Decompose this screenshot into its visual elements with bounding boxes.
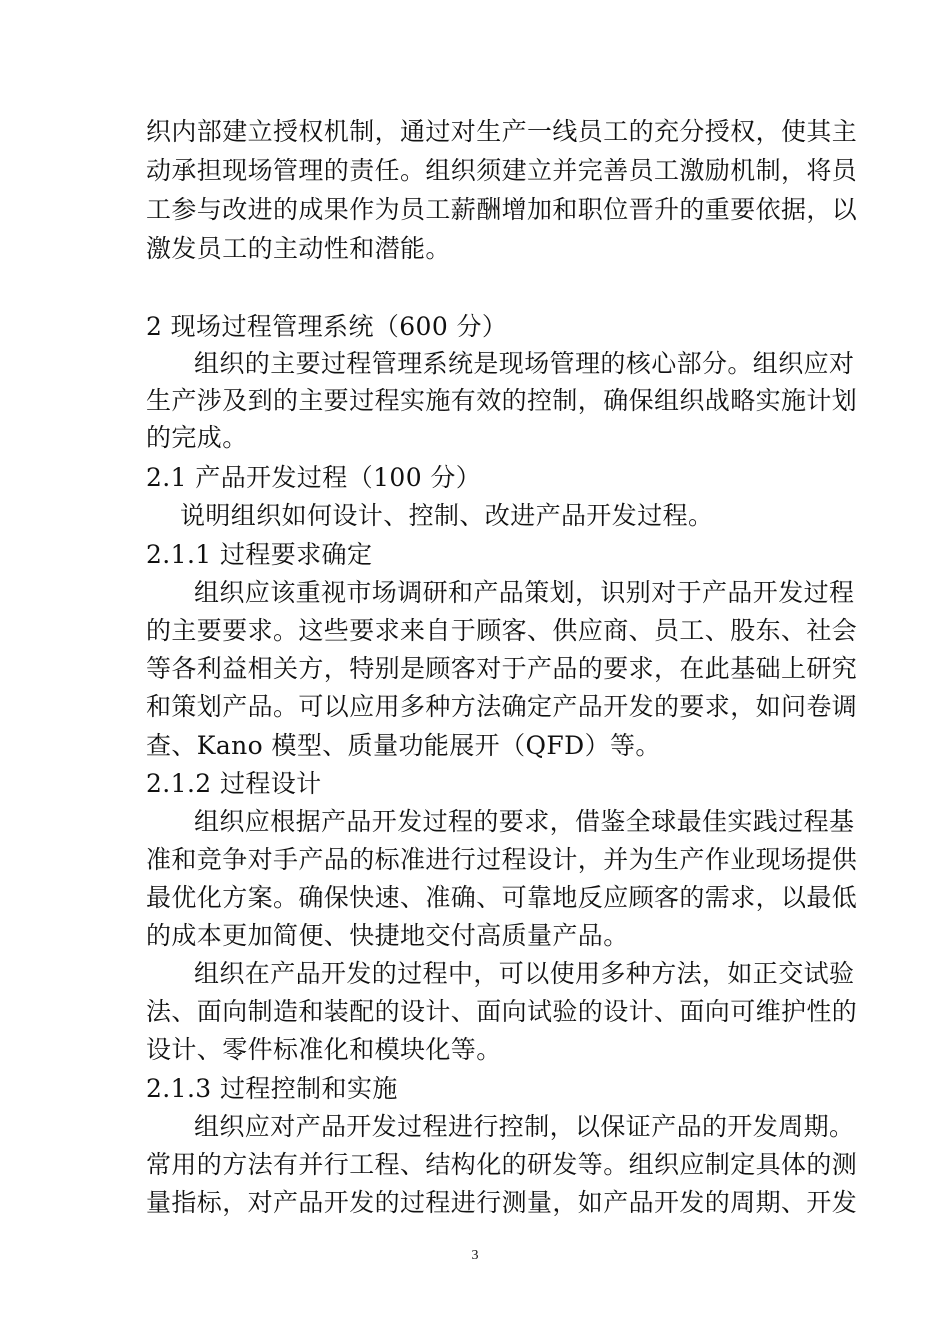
paragraph-line: 组织在产品开发的过程中，可以使用多种方法，如正交试验 [194,959,855,988]
paragraph-line: 组织应该重视市场调研和产品策划，识别对于产品开发过程 [194,578,855,607]
paragraph-line: 激发员工的主动性和潜能。 [146,234,451,263]
paragraph-line: 最优化方案。确保快速、准确、可靠地反应顾客的需求，以最低 [146,883,858,912]
paragraph-line: 动承担现场管理的责任。组织须建立并完善员工激励机制，将员 [146,156,858,185]
paragraph-line: 查、Kano 模型、质量功能展开（QFD）等。 [146,731,661,760]
paragraph-line: 组织应根据产品开发过程的要求，借鉴全球最佳实践过程基 [194,807,855,836]
paragraph-line: 量指标，对产品开发的过程进行测量，如产品开发的周期、开发 [146,1188,858,1217]
paragraph-line: 的主要要求。这些要求来自于顾客、供应商、员工、股东、社会 [146,616,858,645]
paragraph-line: 织内部建立授权机制，通过对生产一线员工的充分授权，使其主 [146,117,858,146]
paragraph-line: 的成本更加简便、快捷地交付高质量产品。 [146,921,629,950]
subsection-heading: 2.1.1 过程要求确定 [146,540,373,569]
subsection-heading: 2.1.3 过程控制和实施 [146,1074,398,1103]
subsection-heading: 2.1.2 过程设计 [146,769,322,798]
paragraph-line: 说明组织如何设计、控制、改进产品开发过程。 [180,501,714,530]
subsection-heading: 2.1 产品开发过程（100 分） [146,463,482,492]
paragraph-line: 的完成。 [146,423,248,452]
paragraph-line: 生产涉及到的主要过程实施有效的控制，确保组织战略实施计划 [146,386,858,415]
paragraph-line: 工参与改进的成果作为员工薪酬增加和职位晋升的重要依据，以 [146,195,858,224]
paragraph-line: 准和竞争对手产品的标准进行过程设计，并为生产作业现场提供 [146,845,858,874]
paragraph-line: 法、面向制造和装配的设计、面向试验的设计、面向可维护性的 [146,997,858,1026]
paragraph-line: 组织的主要过程管理系统是现场管理的核心部分。组织应对 [194,349,855,378]
section-heading: 2 现场过程管理系统（600 分） [146,312,508,341]
paragraph-line: 设计、零件标准化和模块化等。 [146,1035,502,1064]
paragraph-line: 等各利益相关方，特别是顾客对于产品的要求，在此基础上研究 [146,654,858,683]
page-number: 3 [471,1248,479,1263]
paragraph-line: 常用的方法有并行工程、结构化的研发等。组织应制定具体的测 [146,1150,858,1179]
paragraph-line: 组织应对产品开发过程进行控制，以保证产品的开发周期。 [194,1112,855,1141]
paragraph-line: 和策划产品。可以应用多种方法确定产品开发的要求，如问卷调 [146,692,858,721]
